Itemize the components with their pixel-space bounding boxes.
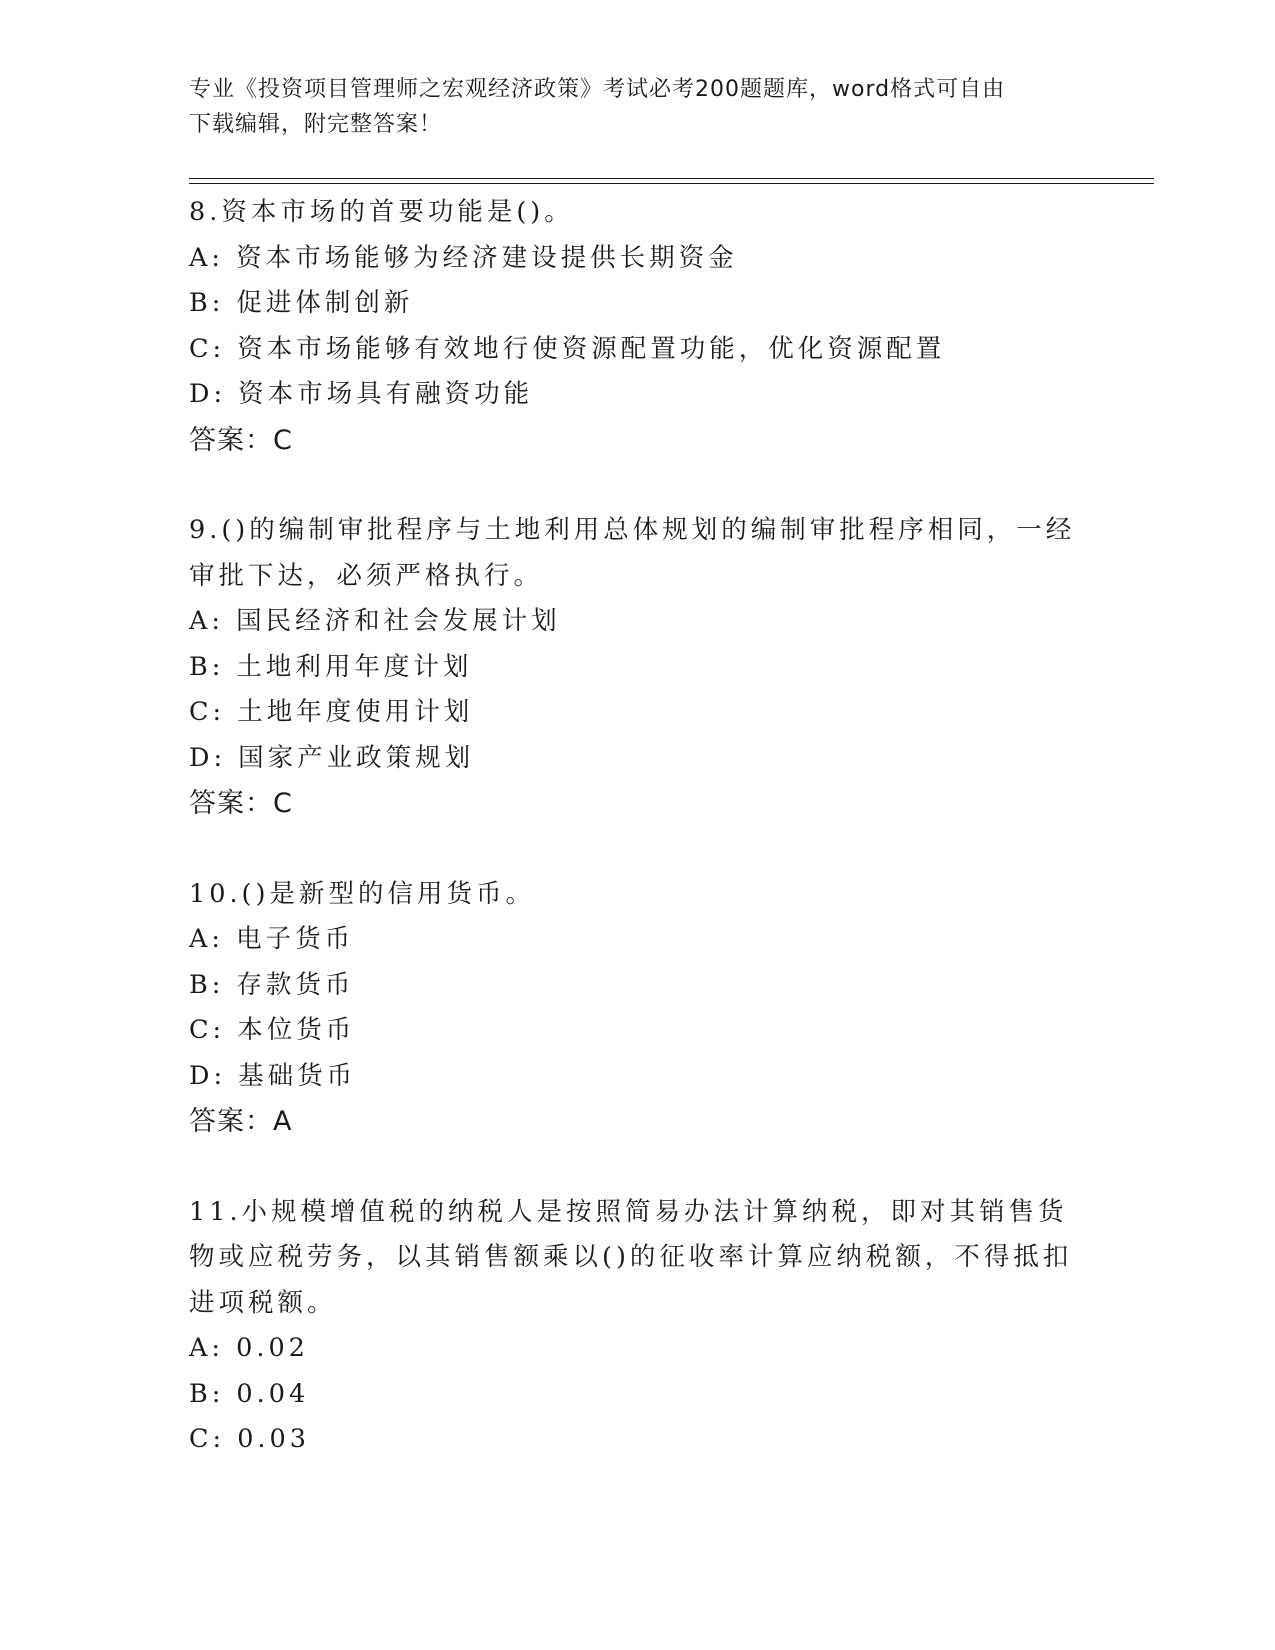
question-stem: 11.小规模增值税的纳税人是按照简易办法计算纳税，即对其销售货物或应税劳务，以其销售额乘以()的征收率计算应纳税额，不得抵扣进项税额。	[189, 1196, 1073, 1318]
question-stem: 9.()的编制审批程序与土地利用总体规划的编制审批程序相同，一经审批下达，必须严格执行。	[189, 515, 1076, 591]
answer: 答案：C	[189, 788, 293, 819]
option-c: C: 土地年度使用计划	[189, 697, 474, 727]
option-c: C: 0.03	[189, 1424, 310, 1454]
option-a: A: 电子货币	[189, 924, 355, 954]
option-c: C: 资本市场能够有效地行使资源配置功能，优化资源配置	[189, 333, 946, 364]
option-a: A: 国民经济和社会发展计划	[189, 606, 561, 636]
option-b: B: 0.04	[189, 1378, 310, 1409]
question-list	[189, 190, 1089, 1508]
answer: 答案：A	[189, 1106, 293, 1137]
option-b: B: 土地利用年度计划	[189, 651, 473, 682]
header-divider-top	[189, 178, 1154, 179]
question-8	[189, 190, 1089, 463]
option-b: B: 促进体制创新	[189, 288, 414, 318]
option-d: D: 国家产业政策规划	[189, 742, 475, 773]
question-9	[189, 508, 1089, 827]
question-stem: 10.()是新型的信用货币。	[189, 878, 535, 909]
question-11	[189, 1190, 1089, 1463]
option-d: D: 资本市场具有融资功能	[189, 379, 534, 409]
question-stem: 8.资本市场的首要功能是()。	[189, 197, 574, 227]
option-b: B: 存款货币	[189, 969, 355, 1000]
option-a: A: 资本市场能够为经济建设提供长期资金	[189, 242, 738, 273]
header-divider-bottom	[189, 183, 1154, 184]
answer: 答案：C	[189, 424, 293, 456]
header-line-2: 下载编辑，附完整答案！	[189, 112, 443, 137]
header-line-1: 专业《投资项目管理师之宏观经济政策》考试必考200题题库，word格式可自由	[189, 77, 1006, 102]
option-a: A: 0.02	[189, 1333, 309, 1363]
option-d: D: 基础货币	[189, 1060, 357, 1091]
option-c: C: 本位货币	[189, 1015, 356, 1045]
document-header	[189, 72, 1089, 142]
question-10	[189, 872, 1089, 1145]
